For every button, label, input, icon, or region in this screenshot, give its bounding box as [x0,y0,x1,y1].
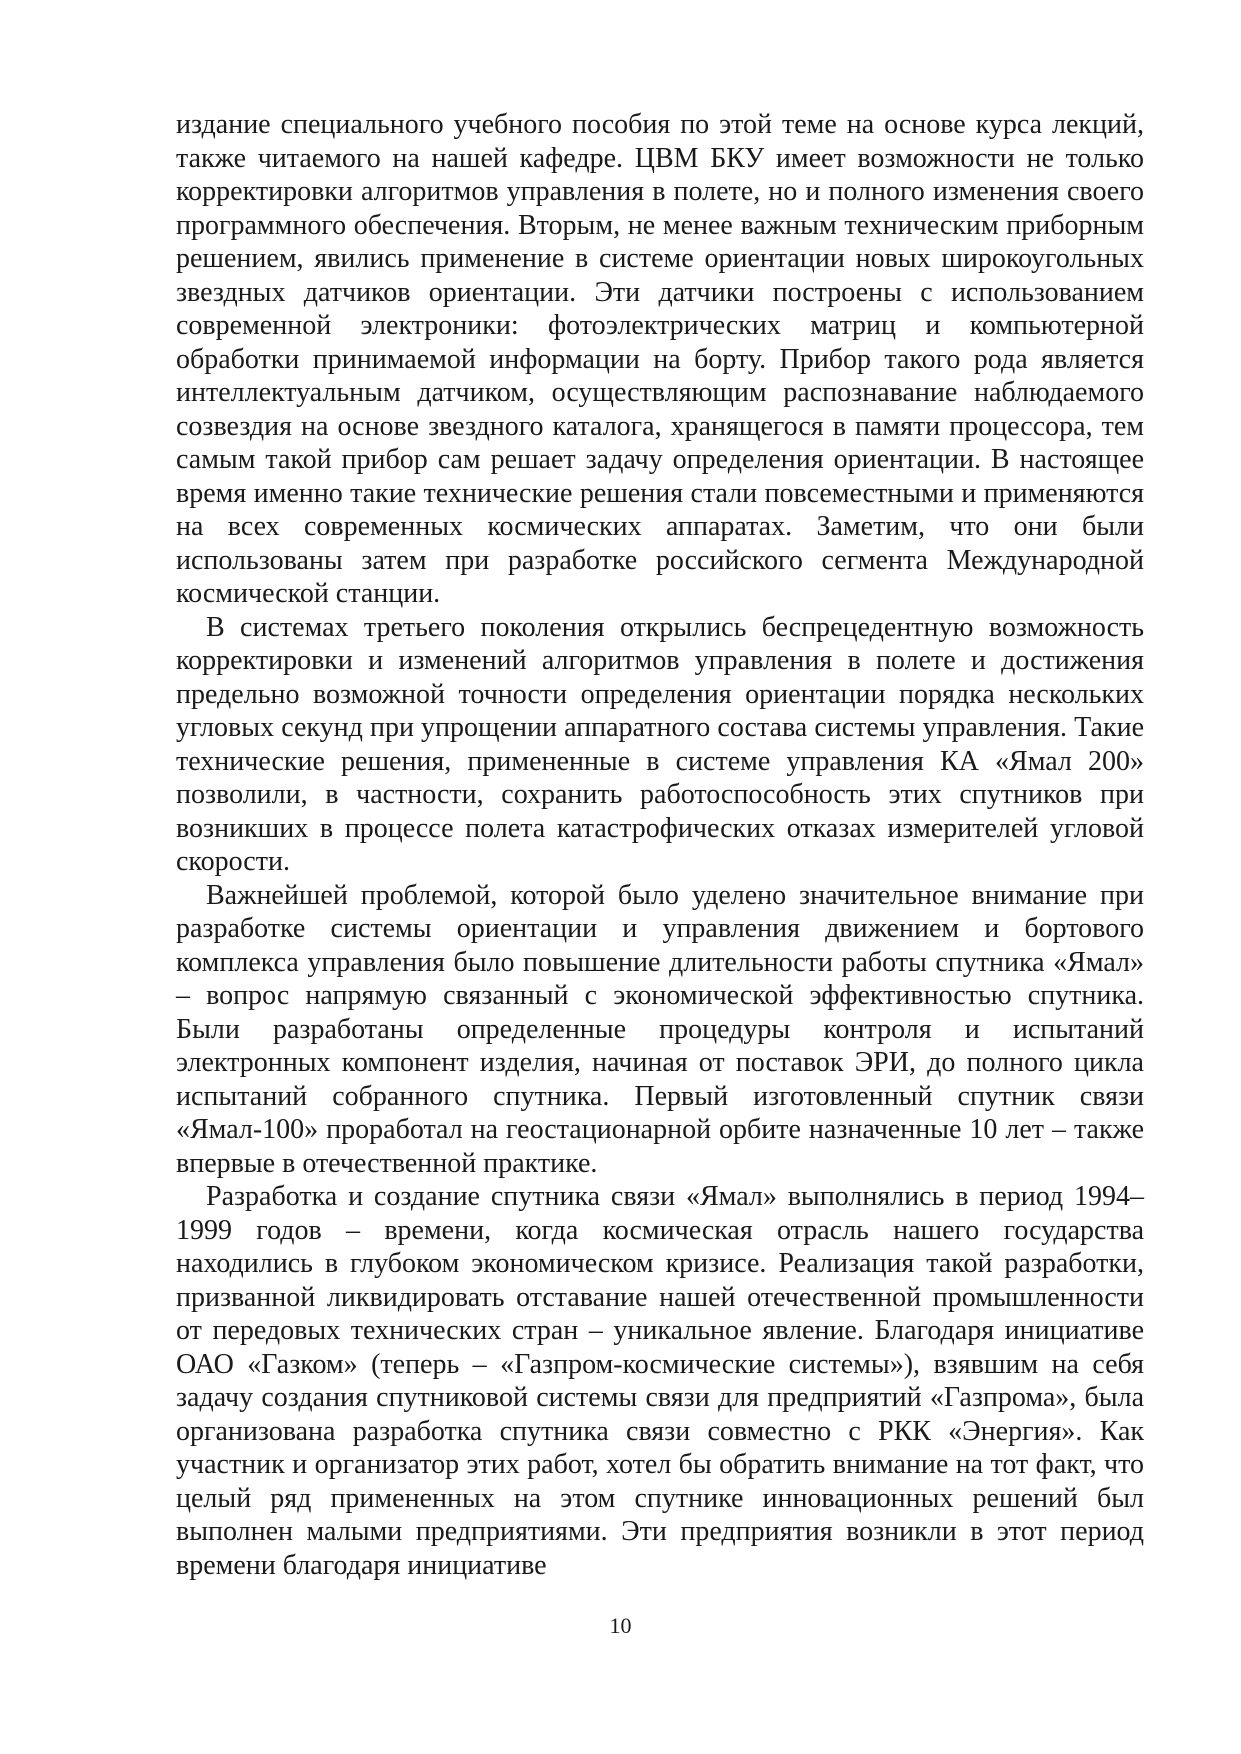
paragraph-third-generation: В системах третьего поколения открылись беспрецедентную возможность корректировки и изменений алгоритмов управления в полете и достижения предельно возможной точности определения ориентации порядка нескольких угловых секунд при упрощении аппаратного состава системы управления. Такие технические решения, примененные в системе управления КА «Ямал 200» позволили, в частности, сохранить работоспособность этих спутников при возникших в процессе полета катастрофических отказах измерителей угловой скорости. [176,611,1144,877]
paragraph-continuation: издание специального учебного пособия по этой теме на основе курса лекций, также читаемого на нашей кафедре. ЦВМ БКУ имеет возможности не только корректировки алгоритмов управления в полете, но и полного изменения своего программного обеспечения. Вторым, не менее важным техническим приборным решением, явились применение в системе ориентации новых широкоугольных звездных датчиков ориентации. Эти датчики построены с использованием современной электроники: фотоэлектрических матриц и компьютерной обработки принимаемой информации на борту. Прибор такого рода является интеллектуальным датчиком, осуществляющим распознавание наблюдаемого созвездия на основе звездного каталога, хранящегося в памяти процессора, тем самым такой прибор сам решает задачу определения ориентации. В настоящее время именно такие технические решения стали повсеместными и применяются на всех современных космических аппаратах. Заметим, что они были использованы затем при разработке российского сегмента Международной космической станции. [176,109,1144,609]
paragraph-yamal-development: Разработка и создание спутника связи «Ямал» выполнялись в период 1994–1999 годов – времени, когда космическая отрасль нашего государства находились в глубоком экономическом кризисе. Реализация такой разработки, призванной ликвидировать отставание нашей отечественной промышленности от передовых технических стран – уникальное явление. Благодаря инициативе ОАО «Газком» (теперь – «Газпром-космические системы»), взявшим на себя задачу создания спутниковой системы связи для предприятий «Газпрома», была организована разработка спутника связи совместно с РКК «Энергия». Как участник и организатор этих работ, хотел бы обратить внимание на тот факт, что целый ряд примененных на этом спутнике инновационных решений был выполнен малыми предприятиями. Эти предприятия возникли в этот период времени благодаря инициативе [176,1181,1144,1581]
document-body [176,108,1144,1582]
page-number: 10 [609,1613,632,1638]
paragraph-reliability: Важнейшей проблемой, которой было уделено значительное внимание при разработке системы ориентации и управления движением и бортового комплекса управления было повышение длительности работы спутника «Ямал» – вопрос напрямую связанный с экономической эффективностью спутника. Были разработаны определенные процедуры контроля и испытаний электронных компонент изделия, начиная от поставок ЭРИ, до полного цикла испытаний собранного спутника. Первый изготовленный спутник связи «Ямал-100» проработал на геостационарной орбите назначенные 10 лет – также впервые в отечественной практике. [176,879,1144,1179]
